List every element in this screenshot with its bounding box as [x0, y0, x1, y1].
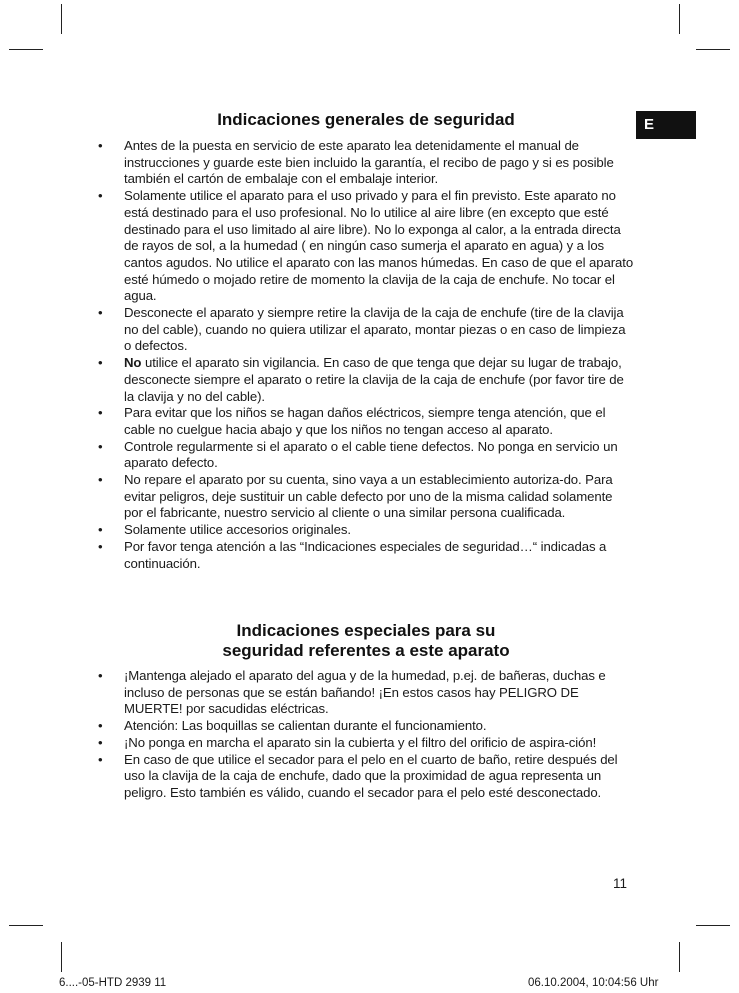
list-item: • Por favor tenga atención a las “Indicaciones especiales de seguridad…“ indicadas a continuación.: [98, 538, 607, 571]
list-item: • En caso de que utilice el secador para el pelo en el cuarto de baño, retire después del uso la clavija de la caja de enchufe, dado que la proximidad de agua representa un peligro. Esto también es válido, cuando el secador para el pelo esté desconectado.: [98, 751, 618, 800]
general-safety-list: [98, 138, 634, 572]
list-item: • Atención: Las boquillas se calientan durante el funcionamiento.: [98, 718, 487, 734]
page-number: 11: [613, 876, 628, 891]
special-safety-list: [98, 668, 634, 802]
list-item: • ¡No ponga en marcha el aparato sin la cubierta y el filtro del orificio de aspira-ción!: [98, 734, 597, 750]
crop-mark: [696, 925, 730, 926]
list-item: • ¡Mantenga alejado el aparato del agua y de la humedad, p.ej. de bañeras, duchas e incluso de personas que se están bañando! ¡En estos casos hay PELIGRO DE MUERTE! por sacudidas eléctricas.: [98, 668, 606, 717]
crop-mark: [9, 49, 43, 50]
crop-mark: [61, 942, 62, 972]
special-safety-section: [98, 621, 634, 802]
crop-mark: [9, 925, 43, 926]
list-item: • Solamente utilice el aparato para el uso privado y para el fin previsto. Este aparato no está destinado para el uso profesional. No lo utilice al aire libre (en excepto que esté destinado para el uso limitado al aire libre). No lo exponga al calor, a la entrada directa de rayos de sol, a la humedad ( en ningún caso sumerja el aparato en agua) y a los cantos agudos. No utilice el aparato con las manos húmedas. En caso de que el aparato esté húmedo o mojado retire de momento la clavija de la caja de enchufe. No tocar el agua.: [98, 188, 634, 304]
list-item: • Controle regularmente si el aparato o el cable tiene defectos. No ponga en servicio un aparato defecto.: [98, 438, 618, 471]
footer-file-info: 6....-05-HTD 2939 11: [59, 977, 167, 989]
list-item: • Solamente utilice accesorios originales.: [98, 522, 351, 538]
section-heading: Indicaciones generales de seguridad: [217, 110, 515, 129]
language-tab: E: [636, 111, 696, 139]
list-item: • Para evitar que los niños se hagan daños eléctricos, siempre tenga atención, que el cable no cuelgue hacia abajo y que los niños no tengan acceso al aparato.: [98, 405, 606, 437]
footer-timestamp: 06.10.2004, 10:04:56 Uhr: [528, 977, 659, 989]
list-item: • No repare el aparato por su cuenta, sino vaya a un establecimiento autoriza-do. Para evitar peligros, deje sustituir un cable defecto por uno de la misma calidad solamente por el fabricante, nuestro servicio al cliente o una similar persona cualificada.: [98, 472, 613, 521]
list-item: • Desconecte el aparato y siempre retire la clavija de la caja de enchufe (tire de la clavija no del cable), cuando no quiera utilizar el aparato, montar piezas o en caso de limpieza o defectos.: [98, 305, 626, 354]
section-heading: Indicaciones especiales para su: [236, 621, 496, 640]
crop-mark: [679, 4, 680, 34]
section-heading: seguridad referentes a este aparato: [222, 641, 510, 660]
crop-mark: [679, 942, 680, 972]
general-safety-section: [98, 110, 634, 572]
list-item: • Antes de la puesta en servicio de este aparato lea detenidamente el manual de instrucciones y guarde este bien incluido la garantía, el recibo de pago y si es posible también el cartón de embalaje con el embalaje interior.: [98, 138, 614, 187]
crop-mark: [696, 49, 730, 50]
list-item: • No utilice el aparato sin vigilancia. En caso de que tenga que dejar su lugar de trabajo, desconecte siempre el aparato o retire la clavija de la caja de enchufe (por favor tire de la clavija y no del cable).: [98, 355, 624, 404]
crop-mark: [61, 4, 62, 34]
